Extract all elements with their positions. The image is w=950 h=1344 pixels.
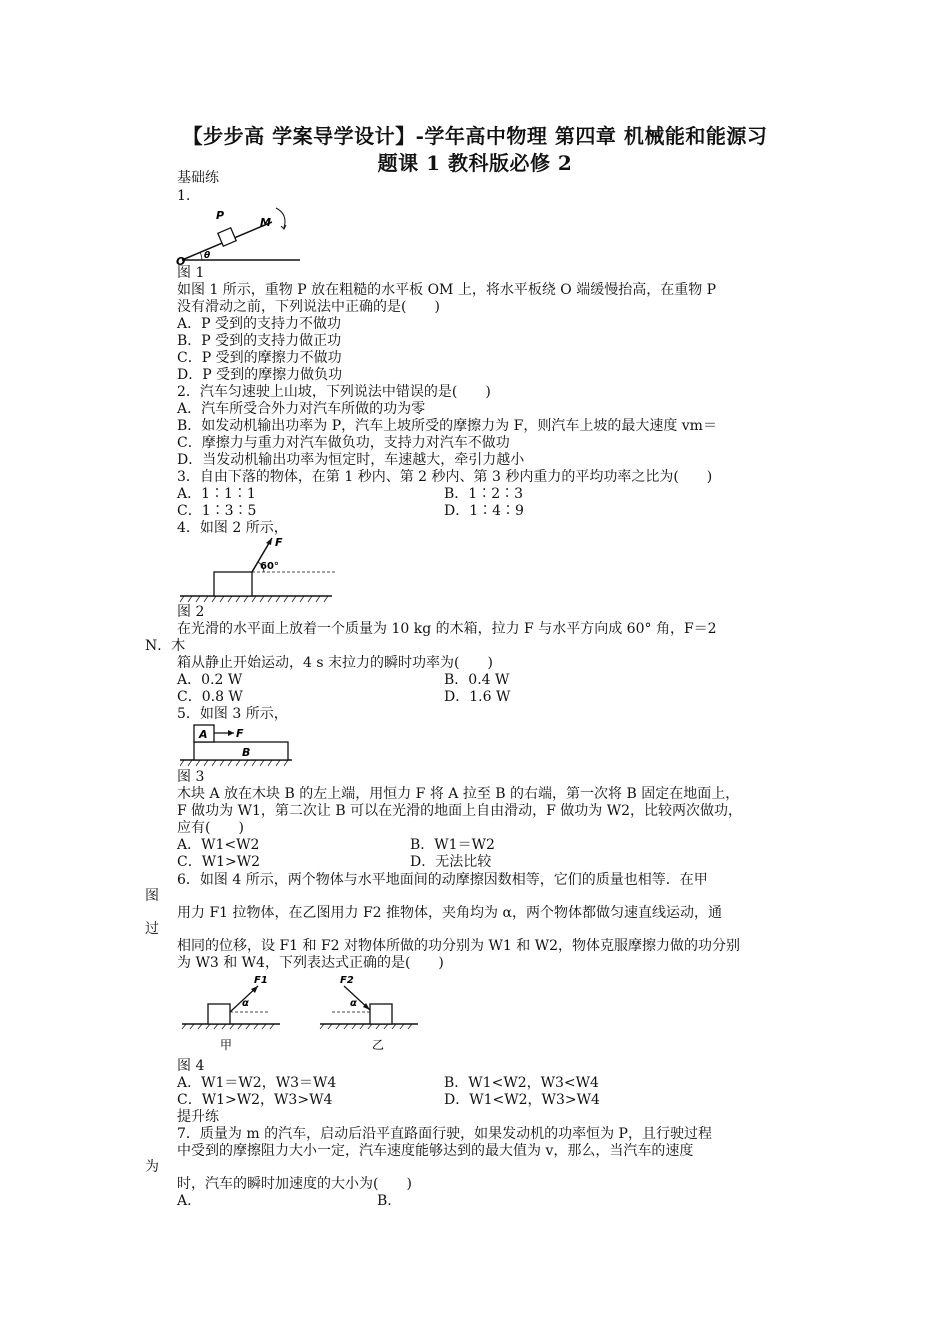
figure-1-label-P: P xyxy=(216,209,225,222)
question-6-stem: 6．如图 4 所示，两个物体与水平地面间的动摩擦因数相等，它们的质量也相等．在甲 xyxy=(177,872,708,888)
question-5-text-line-1: 木块 A 放在木块 B 的左上端，用恒力 F 将 A 拉至 B 的右端，第一次将 B 固定在地面上， xyxy=(177,786,740,802)
question-2-option-a: A．汽车所受合外力对汽车所做的功为零 xyxy=(177,401,426,417)
question-7-option-b: B. xyxy=(377,1193,392,1209)
figure-3-stacked-blocks xyxy=(176,722,296,768)
question-7-stem-line-1: 7．质量为 m 的汽车，启动后沿平直路面行驶，如果发动机的功率恒为 P，且行驶过程 xyxy=(177,1126,712,1142)
figure-2-caption: 图 2 xyxy=(177,604,205,620)
question-4-option-b: B．0.4 W xyxy=(444,672,510,688)
question-1-option-a: A．P 受到的支持力不做功 xyxy=(177,316,341,332)
question-7-option-a: A. xyxy=(177,1193,192,1209)
question-2-option-c: C．摩擦力与重力对汽车做负功，支持力对汽车不做功 xyxy=(177,435,510,451)
question-2-stem: 2．汽车匀速驶上山坡，下列说法中错误的是( ) xyxy=(177,384,491,400)
figure-4-label-yi: 乙 xyxy=(372,1038,385,1052)
question-1-option-d: D．P 受到的摩擦力做负功 xyxy=(177,367,343,383)
question-7-margin-char: 为 xyxy=(145,1159,159,1175)
question-4-text-line-3: 箱从静止开始运动，4 s 末拉力的瞬时功率为( ) xyxy=(177,655,493,671)
question-5-option-b: B．W1＝W2 xyxy=(410,837,495,853)
figure-4-label-alpha-2: α xyxy=(350,998,357,1009)
question-6-option-d: D．W1<W2，W3>W4 xyxy=(444,1092,600,1108)
question-4-stem: 4．如图 2 所示， xyxy=(177,520,288,536)
figure-4-label-alpha-1: α xyxy=(242,998,249,1009)
document-title-line-1: 【步步高 学案导学设计】-学年高中物理 第四章 机械能和能源习 xyxy=(182,124,768,148)
question-4-text-line-1: 在光滑的水平面上放着一个质量为 10 kg 的木箱，拉力 F 与水平方向成 60° 角，F＝2 xyxy=(177,621,717,637)
question-1-option-b: B．P 受到的支持力做正功 xyxy=(177,333,342,349)
figure-1-caption: 图 1 xyxy=(177,265,205,281)
figure-3-caption: 图 3 xyxy=(177,769,205,785)
question-5-stem: 5．如图 3 所示， xyxy=(177,706,288,722)
question-1-number: 1. xyxy=(177,188,191,204)
figure-1-label-O: O xyxy=(176,255,186,268)
question-5-option-a: A．W1<W2 xyxy=(177,837,260,853)
question-6-margin-char-1: 图 xyxy=(145,888,159,904)
question-6-text-line-2: 用力 F1 拉物体，在乙图用力 F2 推物体，夹角均为 α，两个物体都做匀速直线运动，通 xyxy=(177,905,722,921)
question-4-option-c: C．0.8 W xyxy=(177,689,243,705)
question-5-option-c: C．W1>W2 xyxy=(177,854,261,870)
question-5-text-line-3: 应有( ) xyxy=(177,820,244,836)
figure-3-label-B: B xyxy=(242,746,251,759)
figure-2-box-with-force xyxy=(176,534,336,604)
question-2-option-b: B．如发动机输出功率为 P，汽车上坡所受的摩擦力为 F，则汽车上坡的最大速度 vm＝ xyxy=(177,418,717,434)
document-title-line-2: 题课 1 教科版必修 2 xyxy=(377,151,573,175)
question-3-stem: 3．自由下落的物体，在第 1 秒内、第 2 秒内、第 3 秒内重力的平均功率之比为( ) xyxy=(177,469,713,485)
question-6-text-line-3: 相同的位移，设 F1 和 F2 对物体所做的功分别为 W1 和 W2，物体克服摩擦力做的功分别 xyxy=(177,938,740,954)
question-7-stem-line-3: 时，汽车的瞬时加速度的大小为( ) xyxy=(177,1176,412,1192)
question-6-option-a: A．W1＝W2，W3＝W4 xyxy=(177,1075,337,1091)
figure-4-pull-and-push xyxy=(178,972,428,1058)
question-3-option-a: A．1∶1∶1 xyxy=(177,486,256,502)
question-6-option-b: B．W1<W2，W3<W4 xyxy=(444,1075,599,1091)
figure-3-label-A: A xyxy=(199,728,208,741)
figure-1-inclined-board xyxy=(176,200,306,266)
question-4-option-d: D．1.6 W xyxy=(444,689,511,705)
question-4-option-a: A．0.2 W xyxy=(177,672,243,688)
question-5-text-line-2: F 做功为 W1，第二次让 B 可以在光滑的地面上自由滑动，F 做功为 W2，比较两次做功， xyxy=(177,803,743,819)
question-2-option-d: D．当发动机输出功率为恒定时，车速越大，牵引力越小 xyxy=(177,452,525,468)
question-3-option-b: B．1∶2∶3 xyxy=(444,486,524,502)
question-6-margin-char-2: 过 xyxy=(145,921,159,937)
question-3-option-d: D．1∶4∶9 xyxy=(444,503,524,519)
question-4-text-line-2: N．木 xyxy=(145,638,186,654)
figure-4-label-F2: F2 xyxy=(340,975,354,986)
section-basic-practice: 基础练 xyxy=(177,170,219,186)
figure-1-label-M: M xyxy=(260,216,271,229)
figure-2-label-angle: 60° xyxy=(260,561,279,572)
figure-3-label-F: F xyxy=(236,727,244,740)
question-1-stem-line-2: 没有滑动之前，下列说法中正确的是( ) xyxy=(177,299,440,315)
figure-2-label-F: F xyxy=(275,536,283,549)
figure-4-label-F1: F1 xyxy=(254,975,268,986)
question-1-stem-line-1: 如图 1 所示，重物 P 放在粗糙的水平板 OM 上，将水平板绕 O 端缓慢抬高，在重物 P xyxy=(177,282,717,298)
figure-4-caption: 图 4 xyxy=(177,1058,205,1074)
question-3-option-c: C．1∶3∶5 xyxy=(177,503,257,519)
figure-4-label-jia: 甲 xyxy=(220,1038,233,1052)
question-5-option-d: D．无法比较 xyxy=(410,854,492,870)
question-6-option-c: C．W1>W2，W3>W4 xyxy=(177,1092,333,1108)
question-7-stem-line-2: 中受到的摩擦阻力大小一定，汽车速度能够达到的最大值为 v，那么，当汽车的速度 xyxy=(177,1143,694,1159)
question-1-option-c: C．P 受到的摩擦力不做功 xyxy=(177,350,342,366)
question-6-text-line-4: 为 W3 和 W4，下列表达式正确的是( ) xyxy=(177,955,444,971)
figure-1-label-theta: θ xyxy=(204,251,211,261)
section-advanced-practice: 提升练 xyxy=(177,1109,219,1125)
